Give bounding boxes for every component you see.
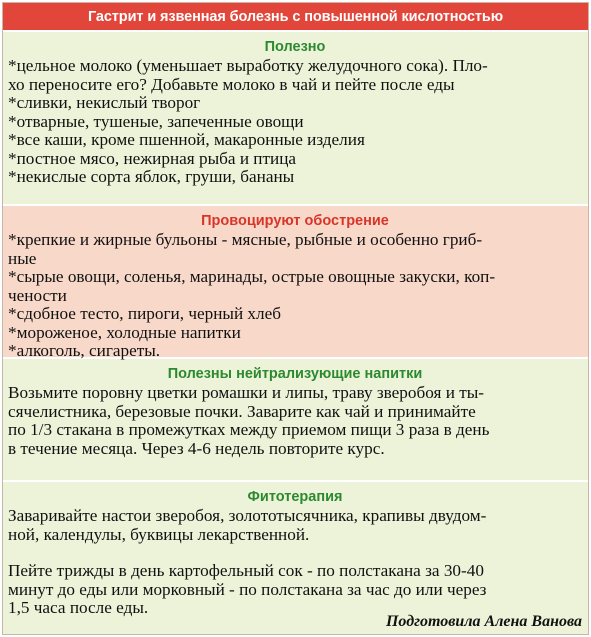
- section-heading-phyto: Фитотерапия: [247, 489, 343, 505]
- text-line: хо переносите его? Добавьте молоко в чай и пейте после еды: [8, 74, 455, 94]
- article-box: [2, 2, 589, 635]
- author-credit: Подготовила Алена Ванова: [385, 613, 582, 630]
- text-line: Заваривайте настои зверобоя, золототысячника, крапивы двудом-: [8, 506, 487, 525]
- text-line: по 1/3 стакана в промежутках между приемом пищи 3 раза в день: [8, 420, 490, 439]
- text-line: Пейте трижды в день картофельный сок - по полстакана за 30-40: [8, 561, 484, 580]
- title-bar: [3, 3, 588, 32]
- text-line: *сырые овощи, соленья, маринады, острые овощные закуски, коп-: [8, 267, 496, 286]
- text-line: в течение месяца. Через 4-6 недель повторите курс.: [8, 438, 385, 458]
- text-line: *постное мясо, нежирная рыба и птица: [8, 148, 297, 168]
- text-line: *отварные, тушеные, запеченные овощи: [8, 111, 304, 131]
- section-body: [8, 507, 582, 618]
- text-line: сячелистника, березовые почки. Заварите как чай и принимайте: [8, 401, 476, 421]
- text-line: ной, календулы, буквицы лекарственной.: [8, 524, 310, 544]
- paragraph-gap: [8, 544, 582, 562]
- text-line: *цельное молоко (уменьшает выработку желудочного сока). Пло-: [8, 56, 488, 75]
- text-line: 1,5 часа после еды.: [8, 598, 149, 617]
- section-provoke: [3, 206, 588, 359]
- section-drinks: [3, 359, 588, 482]
- section-body: [8, 384, 582, 458]
- text-line: *все каши, кроме пшенной, макаронные изделия: [8, 130, 365, 149]
- text-line: *сливки, некислый творог: [8, 93, 201, 112]
- section-body: [8, 57, 582, 187]
- text-line: минут до еды или морковный - по полстакана за час до или через: [8, 579, 487, 599]
- text-line: ные: [8, 248, 37, 268]
- article-title: Гастрит и язвенная болезнь с повышенной кислотностью: [87, 8, 504, 25]
- section-body: [8, 231, 582, 361]
- section-heading-drinks: Полезны нейтрализующие напитки: [167, 366, 423, 382]
- text-line: *мороженое, холодные напитки: [8, 322, 241, 342]
- text-line: *алкоголь, сигареты.: [8, 341, 161, 360]
- text-line: чености: [8, 285, 67, 305]
- text-line: *крепкие и жирные бульоны - мясные, рыбные и особенно гриб-: [8, 230, 483, 249]
- section-heading-provoke: Провоцируют обострение: [201, 213, 389, 229]
- text-line: *сдобное тесто, пироги, черный хлеб: [8, 304, 281, 323]
- section-phyto: [3, 482, 588, 634]
- text-line: Возьмите поровну цветки ромашки и липы, траву зверобоя и ты-: [8, 383, 484, 402]
- text-line: *некислые сорта яблок, груши, бананы: [8, 167, 295, 186]
- section-useful: [3, 32, 588, 206]
- section-heading-useful: Полезно: [264, 39, 326, 55]
